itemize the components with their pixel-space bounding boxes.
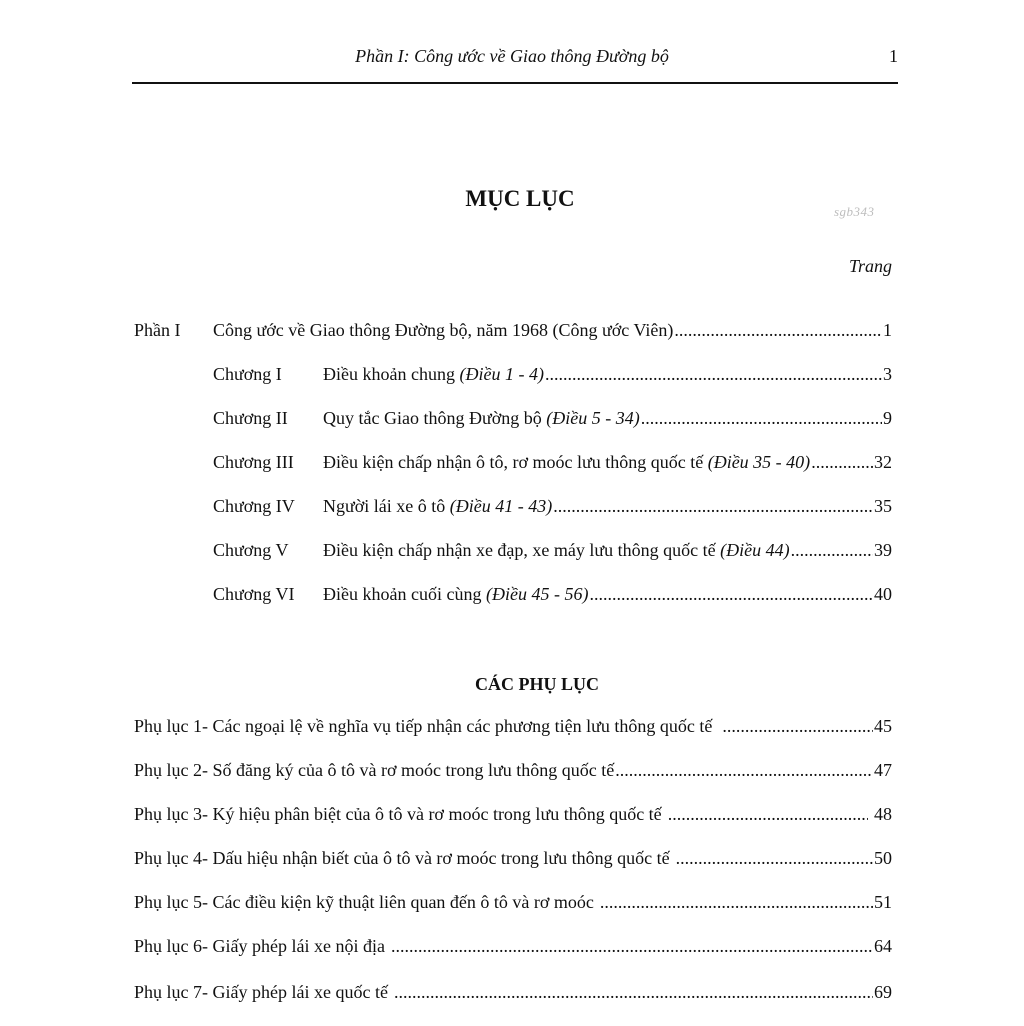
toc-appendix-page: 69 bbox=[874, 982, 892, 1002]
toc-chapter-row bbox=[213, 450, 892, 474]
toc-chapter-page: 40 bbox=[874, 584, 892, 604]
toc-appendix-title: Phụ lục 5- Các điều kiện kỹ thuật liên quan đến ô tô và rơ moóc bbox=[134, 892, 594, 912]
toc-chapter-row bbox=[213, 362, 892, 386]
toc-chapter-page: 3 bbox=[883, 364, 892, 384]
toc-chapter-articles: (Điều 44) bbox=[720, 540, 790, 560]
toc-appendix-row bbox=[134, 714, 892, 738]
toc-appendix-label: Phụ lục 7- bbox=[134, 982, 213, 1002]
toc-appendix-row bbox=[134, 846, 892, 870]
header-divider bbox=[132, 82, 898, 84]
toc-chapter-articles: (Điều 41 - 43) bbox=[449, 496, 553, 516]
toc-dot-leader bbox=[811, 450, 873, 474]
toc-chapter-title: Quy tắc Giao thông Đường bộ (Điều 5 - 34) bbox=[323, 408, 640, 428]
toc-part-label: Phần I bbox=[134, 320, 181, 340]
toc-dot-leader bbox=[668, 802, 868, 826]
toc-appendix-title: Phụ lục 4- Dấu hiệu nhận biết của ô tô và rơ moóc trong lưu thông quốc tế bbox=[134, 848, 670, 868]
watermark: sgb343 bbox=[834, 204, 875, 219]
toc-dot-leader bbox=[553, 494, 873, 518]
toc-appendix-page: 48 bbox=[874, 804, 892, 824]
toc-chapter-label: Chương II bbox=[213, 408, 288, 428]
toc-chapter-articles: (Điều 45 - 56) bbox=[485, 584, 589, 604]
toc-chapter-label: Chương VI bbox=[213, 584, 295, 604]
toc-chapter-row bbox=[213, 494, 892, 518]
toc-appendix-label: Phụ lục 2- bbox=[134, 760, 213, 780]
toc-chapter-articles: (Điều 1 - 4) bbox=[459, 364, 544, 384]
toc-chapter-row bbox=[213, 538, 892, 562]
toc-dot-leader bbox=[722, 714, 873, 738]
toc-appendix-title: Phụ lục 3- Ký hiệu phân biệt của ô tô và rơ moóc trong lưu thông quốc tế bbox=[134, 804, 662, 824]
toc-chapter-label: Chương I bbox=[213, 364, 282, 384]
toc-chapter-title: Điều khoản cuối cùng (Điều 45 - 56) bbox=[323, 584, 589, 604]
toc-part-row bbox=[134, 318, 892, 342]
toc-part-title: Công ước về Giao thông Đường bộ, năm 1968 (Công ước Viên) bbox=[213, 320, 674, 340]
toc-appendix-row bbox=[134, 934, 892, 958]
toc-chapter-articles: (Điều 5 - 34) bbox=[546, 408, 640, 428]
toc-dot-leader bbox=[615, 758, 873, 782]
toc-appendix-label: Phụ lục 5- bbox=[134, 892, 213, 912]
toc-appendix-row bbox=[134, 758, 892, 782]
toc-chapter-title: Người lái xe ô tô (Điều 41 - 43) bbox=[323, 496, 553, 516]
toc-appendix-row bbox=[134, 802, 892, 826]
toc-appendix-label: Phụ lục 4- bbox=[134, 848, 213, 868]
toc-appendix-page: 51 bbox=[874, 892, 892, 912]
toc-dot-leader bbox=[676, 846, 873, 870]
toc-chapter-row bbox=[213, 406, 892, 430]
toc-chapter-row bbox=[213, 582, 892, 606]
page-title: MỤC LỤC bbox=[465, 186, 575, 211]
toc-appendix-row bbox=[134, 890, 892, 914]
toc-dot-leader bbox=[641, 406, 882, 430]
running-header-title: Phần I: Công ước về Giao thông Đường bộ bbox=[355, 46, 669, 66]
toc-chapter-label: Chương IV bbox=[213, 496, 295, 516]
toc-chapter-page: 9 bbox=[883, 408, 892, 428]
toc-dot-leader bbox=[589, 582, 873, 606]
toc-dot-leader bbox=[674, 318, 882, 342]
toc-appendix-page: 47 bbox=[874, 760, 892, 780]
toc-appendix-page: 64 bbox=[874, 936, 892, 956]
toc-part-page: 1 bbox=[883, 320, 892, 340]
toc-appendix-page: 45 bbox=[874, 716, 892, 736]
page-column-label: Trang bbox=[848, 256, 892, 276]
toc-appendix-row bbox=[134, 980, 892, 1004]
toc-dot-leader bbox=[391, 934, 873, 958]
toc-chapter-title: Điều khoản chung (Điều 1 - 4) bbox=[323, 364, 544, 384]
toc-chapter-page: 35 bbox=[874, 496, 892, 516]
toc-chapter-title: Điều kiện chấp nhận xe đạp, xe máy lưu thông quốc tế (Điều 44) bbox=[323, 540, 790, 560]
toc-dot-leader bbox=[545, 362, 882, 386]
appendix-heading: CÁC PHỤ LỤC bbox=[475, 674, 599, 694]
toc-chapter-articles: (Điều 35 - 40) bbox=[707, 452, 811, 472]
toc-appendix-title: Phụ lục 7- Giấy phép lái xe quốc tế bbox=[134, 982, 388, 1002]
toc-dot-leader bbox=[791, 538, 873, 562]
running-header-page-number: 1 bbox=[889, 46, 898, 66]
toc-chapter-label: Chương III bbox=[213, 452, 294, 472]
toc-chapter-page: 39 bbox=[874, 540, 892, 560]
toc-appendix-page: 50 bbox=[874, 848, 892, 868]
toc-appendix-title: Phụ lục 6- Giấy phép lái xe nội địa bbox=[134, 936, 385, 956]
toc-appendix-label: Phụ lục 6- bbox=[134, 936, 213, 956]
toc-chapter-page: 32 bbox=[874, 452, 892, 472]
toc-appendix-title: Phụ lục 1- Các ngoại lệ về nghĩa vụ tiếp nhận các phương tiện lưu thông quốc tế bbox=[134, 716, 713, 736]
toc-chapter-label: Chương V bbox=[213, 540, 289, 560]
toc-appendix-title: Phụ lục 2- Số đăng ký của ô tô và rơ moóc trong lưu thông quốc tế bbox=[134, 760, 615, 780]
toc-dot-leader bbox=[600, 890, 873, 914]
toc-appendix-label: Phụ lục 3- bbox=[134, 804, 213, 824]
toc-chapter-title: Điều kiện chấp nhận ô tô, rơ moóc lưu thông quốc tế (Điều 35 - 40) bbox=[323, 452, 811, 472]
toc-dot-leader bbox=[394, 980, 873, 1004]
toc-appendix-label: Phụ lục 1- bbox=[134, 716, 213, 736]
